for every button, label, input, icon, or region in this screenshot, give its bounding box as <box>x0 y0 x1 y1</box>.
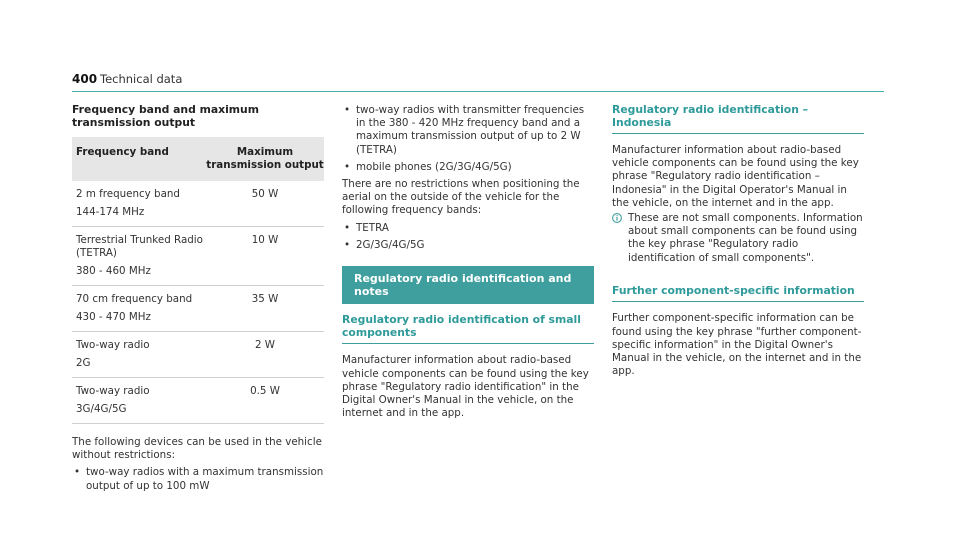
table-cell-band-range: 144-174 MHz <box>76 206 145 218</box>
info-note <box>612 212 864 265</box>
list-item: • two-way radios with a maximum transmission output of up to 100 mW <box>72 466 324 492</box>
table-header-band: Frequency band <box>72 137 206 181</box>
section-bar-regulatory: Regulatory radio identification and notes <box>342 266 594 304</box>
table-row <box>72 378 324 424</box>
table-row <box>72 332 324 378</box>
small-components-text: Manufacturer information about radio-based vehicle components can be found using the key phrase "Regulatory radio identification" in the Digital Owner's Manual in the vehicle, on the internet and in the app. <box>342 354 589 420</box>
table-header-power: Maximum transmission output <box>206 137 324 181</box>
section-heading-frequency: Frequency band and maximum transmission output <box>72 103 259 129</box>
table-cell-band: Terrestrial Trunked Radio (TETRA) <box>76 234 203 259</box>
table-cell-band-range: 2G <box>76 357 91 369</box>
table-cell-band-range: 3G/4G/5G <box>76 403 127 415</box>
table-row <box>72 181 324 227</box>
column-3 <box>612 104 864 378</box>
further-info-text: Further component-specific information can be found using the key phrase "further component-specific information" in the Digital Owner's Manual in the vehicle, on the internet and in the app. <box>612 312 862 378</box>
table-cell-power: 10 W <box>206 227 324 286</box>
heading-further-info: Further component-specific information <box>612 285 864 303</box>
indonesia-text: Manufacturer information about radio-based vehicle components can be found using the key phrase "Regulatory radio identification – Indonesia" in the Digital Operator's Manual in the vehicle, on the internet and in the app. <box>612 144 859 209</box>
page-header-title: Technical data <box>100 72 183 86</box>
list-item: • 2G/3G/4G/5G <box>342 239 594 252</box>
table-cell-band-range: 380 - 460 MHz <box>76 265 151 277</box>
table-cell-power: 50 W <box>206 181 324 227</box>
table-row <box>72 286 324 332</box>
column-2 <box>342 104 594 420</box>
list-item: • two-way radios with transmitter frequencies in the 380 - 420 MHz frequency band and a maximum transmission output of up to 2 W (TETRA) <box>342 104 594 157</box>
table-cell-power: 35 W <box>206 286 324 332</box>
info-icon <box>612 212 622 224</box>
table-cell-power: 0.5 W <box>206 378 324 424</box>
heading-indonesia: Regulatory radio identification – Indonesia <box>612 104 864 134</box>
list-item: • TETRA <box>342 222 594 235</box>
table-cell-band: 70 cm frequency band <box>76 293 193 305</box>
table-row <box>72 227 324 286</box>
frequency-table <box>72 137 324 424</box>
column-1 <box>72 104 324 497</box>
header-divider <box>72 91 884 92</box>
table-cell-band: 2 m frequency band <box>76 188 180 200</box>
list-item: • mobile phones (2G/3G/4G/5G) <box>342 161 594 174</box>
page-number: 400 <box>72 72 98 86</box>
aerial-paragraph: There are no restrictions when positioning the aerial on the outside of the vehicle for the following frequency bands: <box>342 178 580 217</box>
table-cell-band: Two-way radio <box>76 339 150 351</box>
devices-list-continued <box>342 104 594 174</box>
table-cell-power: 2 W <box>206 332 324 378</box>
devices-intro-text: The following devices can be used in the vehicle without restrictions: <box>72 436 322 462</box>
devices-list <box>72 466 324 492</box>
table-cell-band: Two-way radio <box>76 385 150 397</box>
note-text: These are not small components. Information about small components can be found using the key phrase "Regulatory radio identification of small components". <box>628 212 863 264</box>
table-cell-band-range: 430 - 470 MHz <box>76 311 151 323</box>
bands-list <box>342 222 594 252</box>
heading-small-components: Regulatory radio identification of small components <box>342 314 594 344</box>
